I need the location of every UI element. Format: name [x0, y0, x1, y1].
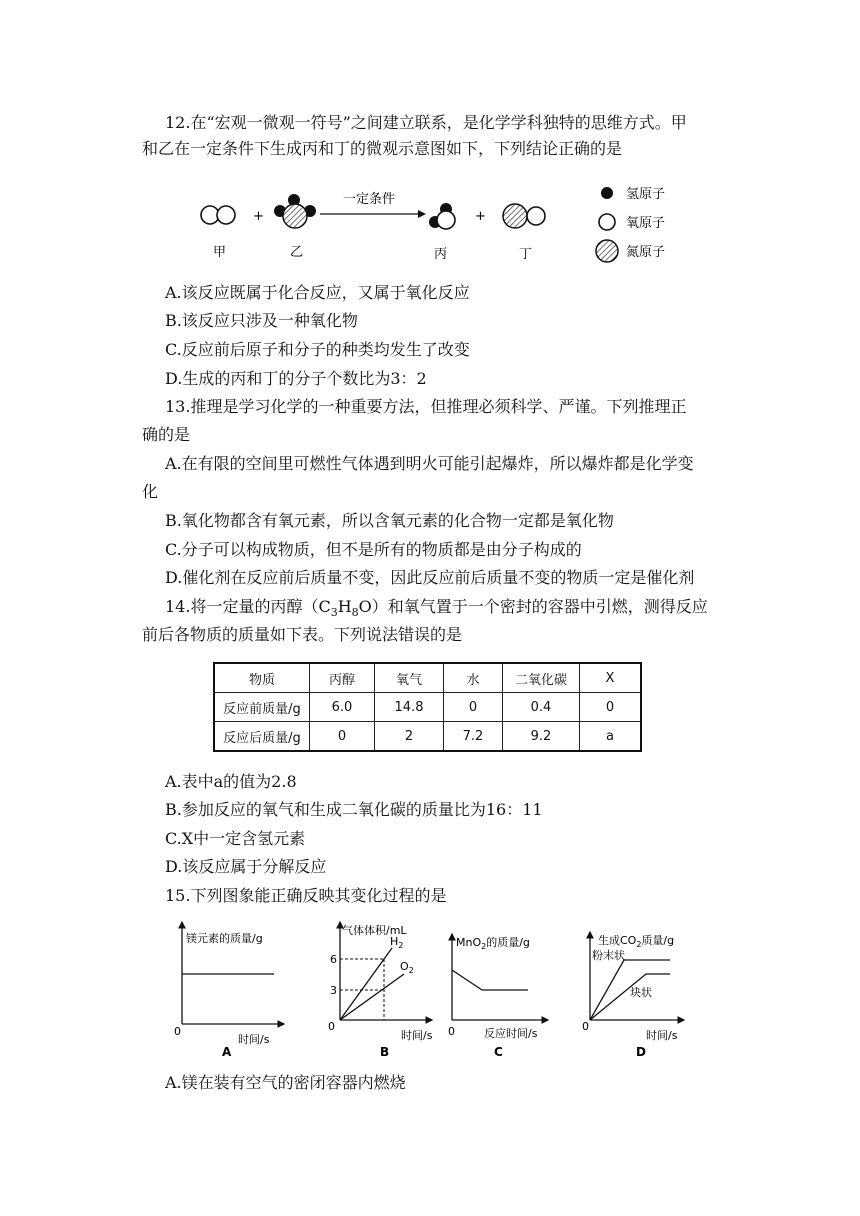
- graph-b-o2-line: [340, 974, 404, 1020]
- graph-d-label: D: [636, 1045, 646, 1059]
- graph-c-origin: 0: [448, 1025, 455, 1038]
- q13-option-a-line1: A.在有限的空间里可燃性气体遇到明火可能引起爆炸，所以爆炸都是化学变: [165, 454, 694, 473]
- graph-b-tick-6: 6: [330, 953, 337, 966]
- table-cell: 2: [375, 722, 444, 752]
- graph-c-ylabel: [456, 935, 530, 951]
- reaction-diagram: [190, 178, 680, 268]
- graph-d-block-label: 块状: [630, 986, 652, 999]
- graph-b-ylabel: 气体体积/mL: [342, 924, 407, 937]
- table-cell: 反应前质量/g: [214, 693, 310, 722]
- graph-d-ylabel-b: 质量/g: [641, 934, 675, 947]
- hydrogen-atom-icon: [601, 187, 613, 199]
- graph-b-origin: 0: [328, 1020, 335, 1033]
- graph-d-powder-label: 粉末状: [592, 949, 625, 962]
- q13-stem-line1: 13.推理是学习化学的一种重要方法，但推理必须科学、严谨。下列推理正: [165, 397, 687, 416]
- graph-d-origin: 0: [582, 1020, 589, 1033]
- graph-b-tick-3: 3: [330, 984, 337, 997]
- graph-a-label: A: [222, 1045, 232, 1059]
- oxygen-atom-icon: [599, 214, 615, 230]
- graph-c-ylabel-sub: 2: [481, 942, 487, 951]
- q14-h: H: [337, 597, 352, 616]
- molecule-yi: [274, 194, 316, 228]
- q12-option-d: D.生成的丙和丁的分子个数比为3：2: [165, 369, 427, 388]
- label-ding: 丁: [519, 247, 533, 262]
- table-header-cell: 二氧化碳: [503, 663, 580, 693]
- graph-c-xlabel: 反应时间/s: [484, 1027, 538, 1040]
- graph-d-xlabel: 时间/s: [646, 1029, 678, 1042]
- q14-option-c: C.X中一定含氢元素: [165, 829, 306, 848]
- mass-table: [213, 662, 642, 752]
- table-cell: 6.0: [310, 693, 375, 722]
- graph-b-label: B: [380, 1045, 390, 1059]
- legend-oxygen: 氧原子: [626, 216, 666, 231]
- graph-a: [174, 922, 284, 1059]
- table-cell: 反应后质量/g: [214, 722, 310, 752]
- label-yi: 乙: [290, 245, 304, 260]
- q15-stem: 15.下列图象能正确反映其变化过程的是: [165, 886, 447, 905]
- graph-a-ylabel: 镁元素的质量/g: [186, 932, 263, 945]
- q14-sub3: 3: [330, 606, 338, 620]
- q14-stem-line1: [165, 596, 708, 624]
- q12-option-a: A.该反应既属于化合反应，又属于氧化反应: [165, 283, 470, 302]
- graph-b-h2-text: H: [390, 935, 399, 948]
- table-cell: 0.4: [503, 693, 580, 722]
- q12-stem-line2: 和乙在一定条件下生成丙和丁的微观示意图如下，下列结论正确的是: [142, 139, 623, 158]
- table-cell: 0: [444, 693, 503, 722]
- table-header-cell: 氧气: [375, 663, 444, 693]
- graph-b-o2-text: O: [400, 960, 409, 973]
- q12-stem-line1: 12.在“宏观一微观一符号”之间建立联系，是化学学科独特的思维方式。甲: [165, 113, 687, 132]
- graph-b: [328, 922, 433, 1059]
- plus-2: +: [475, 209, 486, 224]
- label-jia: 甲: [213, 245, 227, 260]
- q14-option-a: A.表中a的值为2.8: [165, 772, 297, 791]
- table-header-cell: 丙醇: [310, 663, 375, 693]
- table-header-cell: 水: [444, 663, 503, 693]
- q14-stem-part2: O）和氧气置于一个密封的容器中引燃，测得反应: [358, 597, 708, 616]
- label-bing: 丙: [434, 247, 448, 262]
- table-row: [214, 693, 641, 722]
- table-row: [214, 722, 641, 752]
- arrow-head: [418, 210, 426, 218]
- graph-d: [582, 932, 684, 1059]
- graph-d-ylabel-a: 生成CO: [598, 934, 637, 947]
- q14-sub8: 8: [351, 606, 359, 620]
- q14-stem-part1: 14.将一定量的丙醇（C: [165, 597, 331, 616]
- molecule-ding: [503, 204, 545, 228]
- table-cell: 7.2: [444, 722, 503, 752]
- q14-stem-line2: 前后各物质的质量如下表。下列说法错误的是: [142, 625, 463, 644]
- graph-b-xlabel: 时间/s: [401, 1029, 433, 1042]
- q13-option-c: C.分子可以构成物质，但不是所有的物质都是由分子构成的: [165, 540, 582, 559]
- table-cell: a: [580, 722, 642, 752]
- graph-a-xlabel: 时间/s: [238, 1033, 270, 1046]
- graph-b-o2-label: [400, 960, 414, 975]
- legend: [596, 187, 665, 262]
- graph-c-ylabel-b: 的质量/g: [486, 936, 530, 949]
- legend-nitrogen: 氮原子: [626, 245, 666, 260]
- table-cell: 14.8: [375, 693, 444, 722]
- molecule-jia: [201, 206, 235, 224]
- graph-b-o2-sub: 2: [408, 966, 414, 975]
- table-header-row: [214, 663, 641, 693]
- q15-graphs: [170, 912, 700, 1060]
- q13-option-d: D.催化剂在反应前后质量不变，因此反应前后质量不变的物质一定是催化剂: [165, 568, 695, 587]
- table-cell: 0: [580, 693, 642, 722]
- graph-b-h2-sub: 2: [398, 941, 404, 950]
- q12-option-c: C.反应前后原子和分子的种类均发生了改变: [165, 340, 470, 359]
- graph-c-ylabel-a: MnO: [456, 936, 482, 949]
- legend-hydrogen: 氢原子: [626, 187, 666, 202]
- nitrogen-atom-icon: [596, 240, 618, 262]
- q14-option-b: B.参加反应的氧气和生成二氧化碳的质量比为16：11: [165, 800, 543, 819]
- graph-c: [448, 934, 548, 1059]
- plus-1: +: [253, 209, 264, 224]
- table-header-cell: 物质: [214, 663, 310, 693]
- graph-c-series-line: [452, 970, 528, 990]
- reaction-condition: 一定条件: [343, 192, 396, 207]
- graph-b-h2-label: [390, 935, 403, 950]
- q13-option-b: B.氧化物都含有氧元素，所以含氧元素的化合物一定都是氧化物: [165, 511, 614, 530]
- graph-c-label: C: [494, 1045, 503, 1059]
- graph-d-ylabel-sub: 2: [636, 940, 642, 949]
- molecule-bing: [429, 203, 455, 229]
- table-header-cell: X: [580, 663, 642, 693]
- q13-stem-line2: 确的是: [142, 425, 191, 444]
- table-cell: 0: [310, 722, 375, 752]
- q13-option-a-line2: 化: [142, 482, 159, 501]
- graph-d-ylabel: [598, 933, 674, 949]
- graph-a-origin: 0: [174, 1025, 181, 1038]
- q12-option-b: B.该反应只涉及一种氧化物: [165, 311, 358, 330]
- q15-option-a: A.镁在装有空气的密闭容器内燃烧: [165, 1073, 406, 1092]
- table-cell: 9.2: [503, 722, 580, 752]
- q14-option-d: D.该反应属于分解反应: [165, 857, 327, 876]
